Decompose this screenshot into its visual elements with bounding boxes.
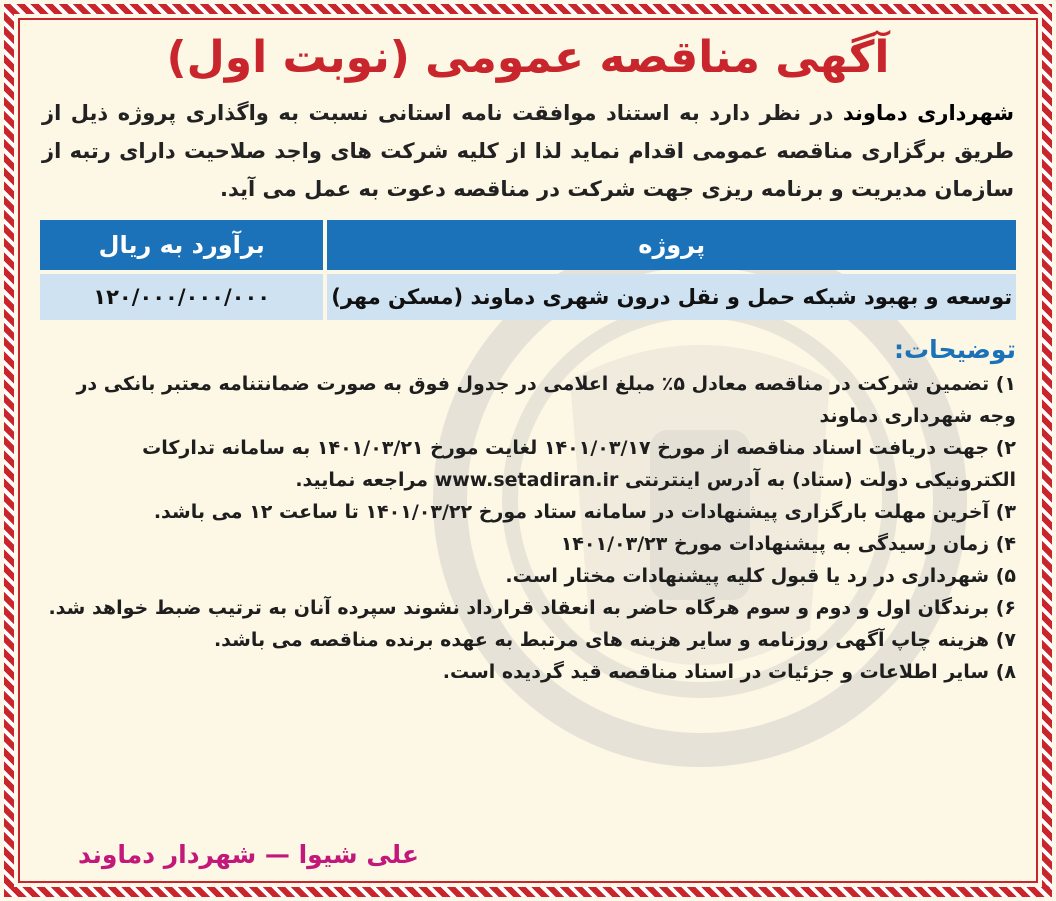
notes-heading: توضیحات: — [894, 335, 1016, 364]
table-row — [40, 274, 1016, 320]
note-item: ۱) تضمین شرکت در مناقصه معادل ۵٪ مبلغ اعلامی در جدول فوق به صورت ضمانتنامه معتبر بانکی در وجه شهرداری دماوند — [76, 373, 1016, 427]
project-cell: توسعه و بهبود شبکه حمل و نقل درون شهری دماوند (مسکن مهر) — [327, 274, 1016, 320]
note-item: ۵) شهرداری در رد یا قبول کلیه پیشنهادات مختار است. — [505, 565, 1016, 587]
ad-title: آگهی مناقصه عمومی (نوبت اول) — [166, 32, 890, 83]
note-item: ۴) زمان رسیدگی به پیشنهادات مورخ ۱۴۰۱/۰۳/۲۳ — [560, 533, 1016, 555]
header-project: پروژه — [327, 220, 1016, 270]
advertisement-content — [36, 26, 1020, 875]
intro-paragraph — [42, 94, 1014, 208]
note-item: ۶) برندگان اول و دوم و سوم هرگاه حاضر به انعقاد قرارداد نشوند سپرده آنان به ترتیب ضبط خواهد شد. — [48, 597, 1016, 619]
note-item: ۲) جهت دریافت اسناد مناقصه از مورخ ۱۴۰۱/۰۳/۱۷ لغایت مورخ ۱۴۰۱/۰۳/۲۱ به سامانه تدارکات الکترونیکی دولت (ستاد) به آدرس اینترنتی www.setadiran.ir مراجعه نمایید. — [142, 437, 1016, 491]
intro-text: در نظر دارد به استناد موافقت نامه استانی نسبت به واگذاری پروژه ذیل از طریق برگزاری مناقصه عمومی اقدام نماید لذا از کلیه شرکت های واجد صلاحیت دارای رتبه از سازمان مدیریت و برنامه ریزی جهت شرکت در مناقصه دعوت به عمل می آید. — [42, 101, 1014, 201]
notes-list — [36, 368, 1020, 688]
note-item: ۳) آخرین مهلت بارگزاری پیشنهادات در سامانه ستاد مورخ ۱۴۰۱/۰۳/۲۲ تا ساعت ۱۲ می باشد. — [153, 501, 1016, 523]
note-item: ۸) سایر اطلاعات و جزئیات در اسناد مناقصه قید گردیده است. — [442, 661, 1016, 683]
note-item: ۷) هزینه چاپ آگهی روزنامه و سایر هزینه های مرتبط به عهده برنده مناقصه می باشد. — [213, 629, 1016, 651]
organization-name: شهرداری دماوند — [842, 101, 1015, 125]
header-estimate: برآورد به ریال — [40, 220, 323, 270]
mayor-signature: علی شیوا — شهردار دماوند — [78, 840, 419, 869]
table-header-row — [40, 220, 1016, 270]
estimate-cell: ۱۲۰/۰۰۰/۰۰۰/۰۰۰ — [40, 274, 323, 320]
tender-table — [36, 216, 1020, 324]
